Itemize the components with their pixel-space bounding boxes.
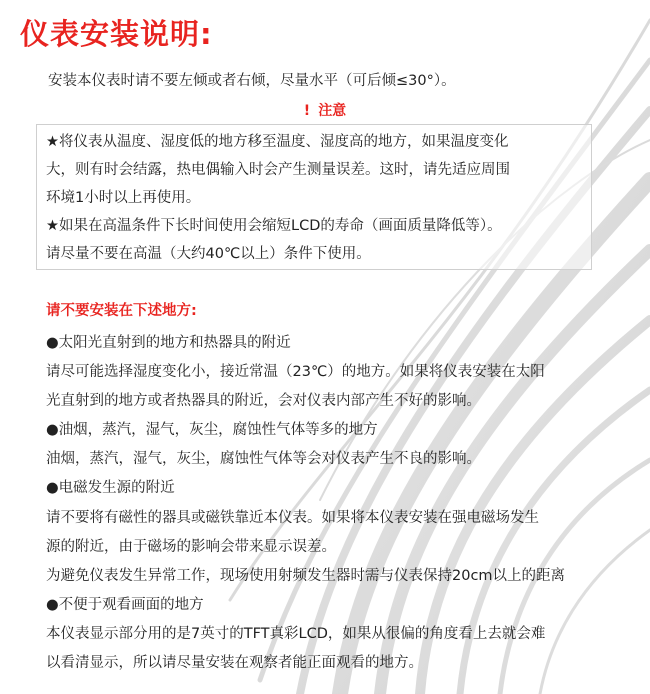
list-item: ●不便于观看画面的地方: [46, 596, 204, 613]
caution-box: [36, 124, 592, 270]
avoid-locations-list: [46, 329, 646, 678]
list-item: ●太阳光直射到的地方和热器具的附近: [46, 335, 291, 351]
avoid-locations-heading: 请不要安装在下述地方:: [46, 303, 197, 319]
list-item: 本仪表显示部分用的是7英寸的TFT真彩LCD，如果从很偏的角度看上去就会难: [46, 625, 546, 642]
list-item: ●电磁发生源的附近: [46, 480, 175, 497]
list-item: 光直射到的地方或者热器具的附近，会对仪表内部产生不好的影响。: [46, 393, 481, 410]
list-item: ●油烟，蒸汽，湿气，灰尘，腐蚀性气体等多的地方: [46, 422, 378, 439]
list-item: 以看清显示，所以请尽量安装在观察者能正面观看的地方。: [46, 655, 423, 672]
caution-line: ★将仪表从温度、湿度低的地方移至温度、湿度高的地方，如果温度变化: [46, 134, 509, 150]
list-item: 请尽可能选择湿度变化小，接近常温（23℃）的地方。如果将仪表安装在太阳: [46, 364, 545, 381]
caution-line: 大，则有时会结露，热电偶输入时会产生测量误差。这时，请先适应周围: [46, 162, 510, 178]
list-item: 为避免仪表发生异常工作，现场使用射频发生器时需与仪表保持20cm以上的距离: [46, 567, 566, 584]
list-item: 请不要将有磁性的器具或磁铁靠近本仪表。如果将本仪表安装在强电磁场发生: [46, 509, 539, 526]
list-item: 源的附近，由于磁场的影响会带来显示误差。: [46, 538, 336, 555]
notice-label: 注意: [318, 103, 347, 119]
caution-line: 请尽量不要在高温（大约40℃以上）条件下使用。: [46, 246, 371, 262]
page-title: 仪表安装说明:: [20, 17, 213, 51]
exclamation-icon: !: [303, 103, 311, 119]
caution-line: 环境1小时以上再使用。: [46, 190, 201, 206]
intro-text: 安装本仪表时请不要左倾或者右倾，尽量水平（可后倾≤30°）。: [48, 73, 456, 89]
list-item: 油烟，蒸汽，湿气，灰尘，腐蚀性气体等会对仪表产生不良的影响。: [46, 451, 481, 468]
notice-heading: [0, 101, 650, 121]
caution-line: ★如果在高温条件下长时间使用会缩短LCD的寿命（画面质量降低等）。: [46, 218, 502, 234]
